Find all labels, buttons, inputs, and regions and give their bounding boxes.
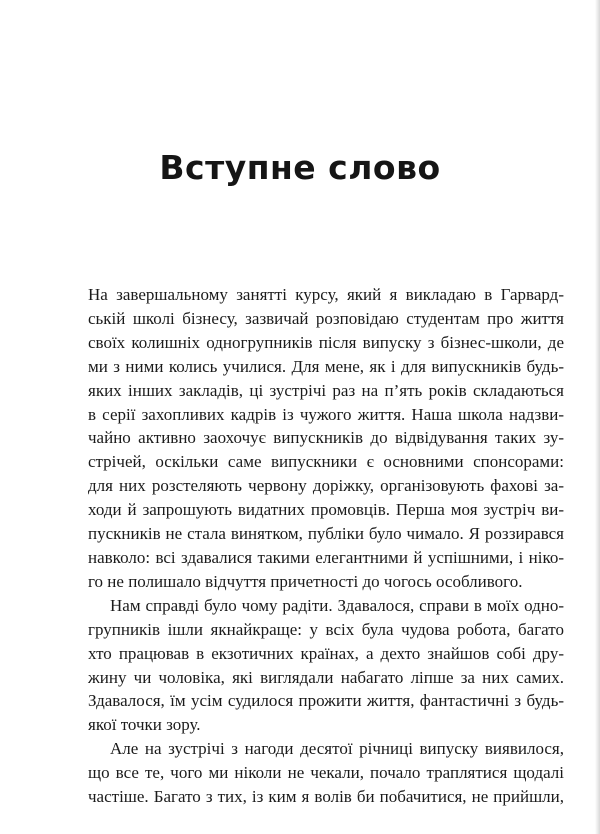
paragraph-2 [88, 594, 564, 737]
text-line: для них розстеляють червону доріжку, організовують фахові за- [88, 476, 564, 496]
text-line: хто працював в екзотичних країнах, а дехто знайшов собі дру- [88, 643, 564, 663]
text-line: ській школі бізнесу, зазвичай розповідаю студентам про життя [88, 308, 564, 328]
paragraph-1 [88, 283, 564, 594]
text-line: стрічей, оскільки саме випускники є основними спонсорами: [88, 452, 564, 472]
text-line: ходи й запрошують видатних промовців. Перша моя зустріч ви- [88, 500, 564, 520]
text-line: навколо: всі здавалися такими елегантними й успішними, і ніко- [88, 547, 564, 567]
text-line: яких інших закладів, ці зустрічі раз на п’ять років складаються [88, 380, 564, 400]
chapter-body [88, 283, 564, 809]
text-line: в серії захопливих кадрів із чужого життя. Наша школа надзви- [88, 404, 564, 424]
text-line: ми з ними колись училися. Для мене, як і для випускників будь- [88, 356, 564, 376]
text-line: Але на зустрічі з нагоди десятої річниці випуску виявилося, [110, 739, 564, 759]
text-line: своїх колишніх одногрупників після випуску з бізнес-школи, де [88, 332, 564, 352]
text-line: пускників не стала винятком, публіки було чимало. Я роззирався [88, 524, 564, 544]
text-line: частіше. Багато з тих, із ким я волів би побачитися, не прийшли, [88, 787, 564, 807]
text-line: На завершальному занятті курсу, який я викладаю в Гарвард- [88, 285, 564, 304]
text-line: го не полишало відчуття причетності до чогось особливого. [88, 571, 523, 591]
text-line: Нам справді було чому радіти. Здавалося, справи в моїх одно- [110, 595, 564, 615]
text-line: якої точки зору. [88, 715, 201, 735]
text-line: що все те, чого ми ніколи не чекали, почало траплятися щодалі [88, 763, 564, 783]
page-edge-shadow [595, 0, 600, 834]
chapter-title: Вступне слово [159, 148, 441, 187]
text-line: групників ішли якнайкраще: у всіх була чудова робота, багато [88, 619, 564, 639]
text-line: Здавалося, їм усім судилося прожити життя, фантастичні з будь- [88, 691, 564, 711]
text-line: чайно активно заохочує випускників до відвідування таких зу- [88, 428, 564, 448]
text-line: жину чи чоловіка, які виглядали набагато ліпше за них самих. [88, 667, 564, 687]
paragraph-3 [88, 737, 564, 809]
